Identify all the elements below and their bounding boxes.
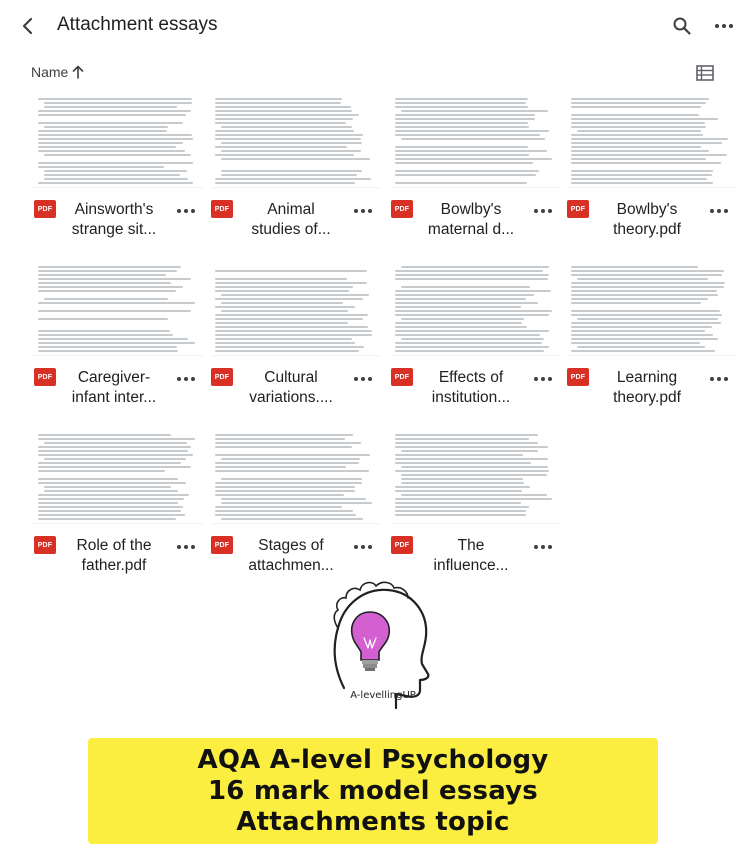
pdf-file-icon: PDF: [391, 200, 413, 218]
file-more-button[interactable]: [351, 372, 375, 386]
search-button[interactable]: [668, 12, 696, 40]
file-name: The influence...: [433, 537, 509, 574]
brand-name: A-levellingUP: [350, 690, 416, 701]
file-more-button[interactable]: [531, 540, 555, 554]
file-more-button[interactable]: [351, 540, 375, 554]
file-preview: [211, 428, 381, 524]
sort-by-name-button[interactable]: [31, 64, 84, 80]
file-card[interactable]: [211, 92, 381, 264]
file-more-button[interactable]: [174, 540, 198, 554]
file-name: Role of the father.pdf: [76, 537, 152, 574]
pdf-file-icon: PDF: [211, 536, 233, 554]
back-button[interactable]: [14, 12, 42, 40]
file-name: Stages of attachmen...: [248, 537, 334, 574]
banner-line-2: 16 mark model essays: [208, 775, 538, 806]
pdf-file-icon: PDF: [34, 536, 56, 554]
app-bar: [0, 0, 750, 52]
file-more-button[interactable]: [531, 372, 555, 386]
file-preview: [391, 92, 561, 188]
search-icon: [672, 16, 692, 36]
pdf-file-icon: PDF: [567, 200, 589, 218]
page-title: Attachment essays: [57, 14, 218, 35]
list-view-button[interactable]: [694, 62, 716, 84]
file-card[interactable]: [567, 92, 737, 264]
file-more-button[interactable]: [707, 204, 731, 218]
file-card[interactable]: [34, 428, 204, 600]
file-more-button[interactable]: [174, 204, 198, 218]
file-preview: [211, 260, 381, 356]
pdf-file-icon: PDF: [391, 368, 413, 386]
pdf-file-icon: PDF: [211, 368, 233, 386]
sort-bar: [0, 58, 750, 90]
file-name: Bowlby's theory.pdf: [613, 201, 681, 238]
file-name: Learning theory.pdf: [613, 369, 681, 406]
file-preview: [567, 260, 737, 356]
file-name: Cultural variations....: [249, 369, 333, 406]
file-card[interactable]: [391, 260, 561, 432]
more-horiz-icon: [715, 24, 733, 28]
file-more-button[interactable]: [531, 204, 555, 218]
pdf-file-icon: PDF: [567, 368, 589, 386]
arrow-back-icon: [18, 16, 38, 36]
lightbulb-head-icon: [304, 568, 442, 710]
title-banner: [88, 738, 658, 844]
pdf-file-icon: PDF: [34, 368, 56, 386]
file-name: Effects of institution...: [431, 369, 511, 406]
arrow-up-icon: [72, 65, 84, 79]
banner-line-3: Attachments topic: [236, 806, 510, 837]
file-more-button[interactable]: [707, 372, 731, 386]
file-card[interactable]: [34, 92, 204, 264]
file-more-button[interactable]: [351, 204, 375, 218]
pdf-file-icon: PDF: [211, 200, 233, 218]
file-name: Bowlby's maternal d...: [427, 201, 515, 238]
file-preview: [34, 260, 204, 356]
file-card[interactable]: [211, 260, 381, 432]
file-preview: [567, 92, 737, 188]
file-card[interactable]: [567, 260, 737, 432]
file-name: Animal studies of...: [251, 201, 331, 238]
file-preview: [391, 428, 561, 524]
file-more-button[interactable]: [174, 372, 198, 386]
pdf-file-icon: PDF: [34, 200, 56, 218]
sort-label: Name: [31, 64, 69, 80]
file-card[interactable]: [34, 260, 204, 432]
pdf-file-icon: PDF: [391, 536, 413, 554]
file-card[interactable]: [391, 92, 561, 264]
more-options-button[interactable]: [710, 12, 738, 40]
file-name: Ainsworth's strange sit...: [71, 201, 157, 238]
list-view-icon: [696, 65, 714, 81]
file-preview: [34, 92, 204, 188]
file-preview: [211, 92, 381, 188]
file-preview: [34, 428, 204, 524]
banner-line-1: AQA A-level Psychology: [197, 744, 549, 775]
file-preview: [391, 260, 561, 356]
file-name: Caregiver- infant inter...: [71, 369, 157, 406]
